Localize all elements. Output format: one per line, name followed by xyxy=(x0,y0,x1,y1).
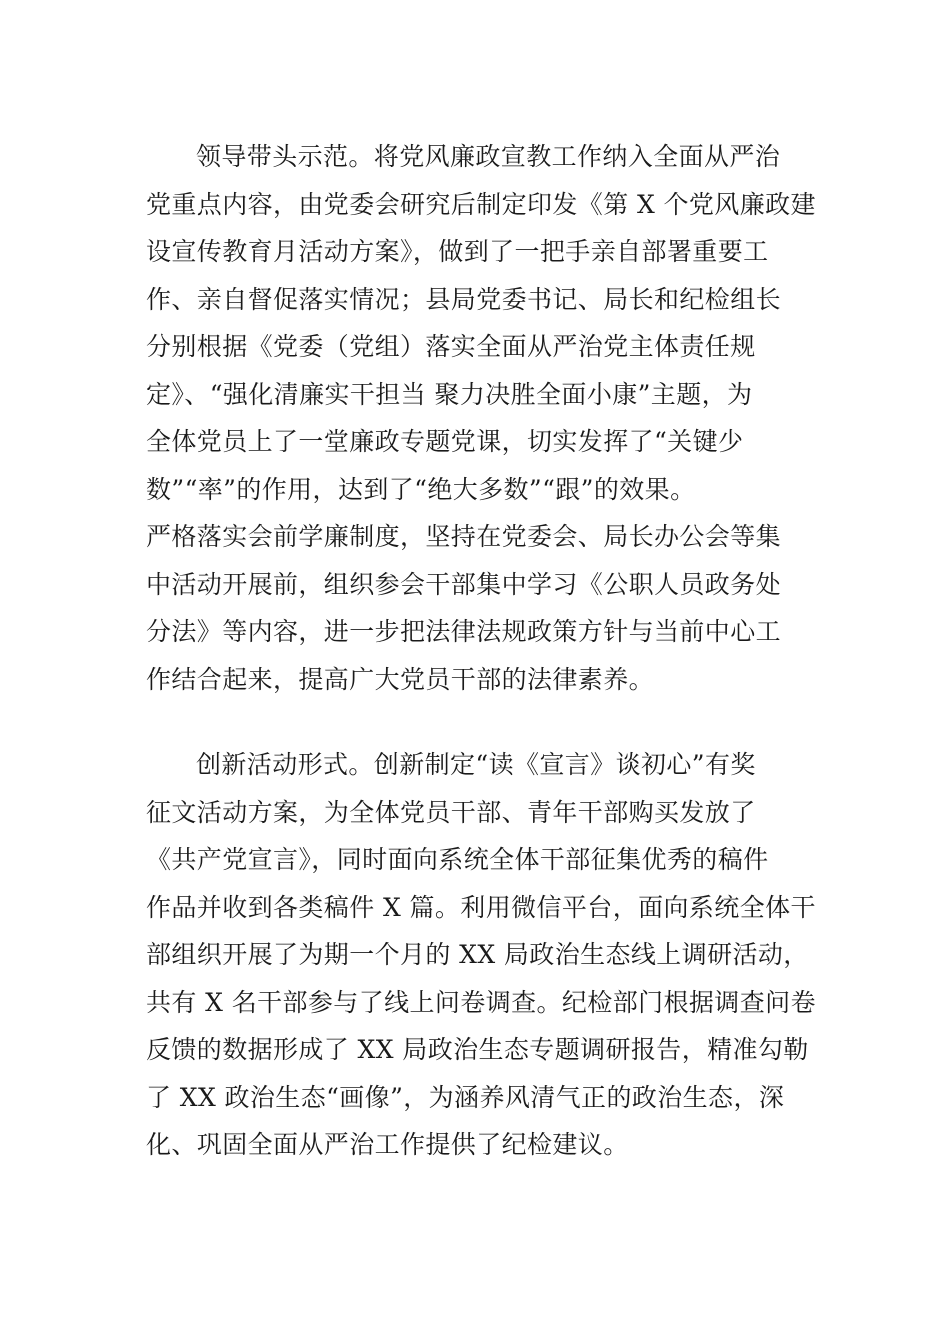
text-line: 全体党员上了一堂廉政专题党课，切实发挥了“关键少 xyxy=(146,427,744,456)
text-line: 分别根据《党委（党组）落实全面从严治党主体责任规 xyxy=(146,332,756,361)
text-line: 作品并收到各类稿件 X 篇。利用微信平台，面向系统全体干 xyxy=(146,892,816,922)
paragraph-leadership xyxy=(146,133,816,703)
text-line: 创新活动形式。创新制定“读《宣言》谈初心”有奖 xyxy=(196,750,756,779)
text-line: 分法》等内容，进一步把法律法规政策方针与当前中心工 xyxy=(146,617,782,646)
text-line: 部组织开展了为期一个月的 XX 局政治生态线上调研活动， xyxy=(146,940,809,969)
text-line: 《共产党宣言》，同时面向系统全体干部征集优秀的稿件 xyxy=(146,845,769,874)
text-line: 领导带头示范。将党风廉政宣教工作纳入全面从严治 xyxy=(196,142,781,171)
text-line: 党重点内容，由党委会研究后制定印发《第 X 个党风廉政建 xyxy=(146,189,816,219)
text-line: 共有 X 名干部参与了线上问卷调查。纪检部门根据调查问卷 xyxy=(146,987,816,1017)
text-line: 征文活动方案，为全体党员干部、青年干部购买发放了 xyxy=(146,797,756,827)
text-line: 作、亲自督促落实情况；县局党委书记、局长和纪检组长 xyxy=(146,284,782,314)
text-line: 定》、“强化清廉实干担当 聚力决胜全面小康”主题，为 xyxy=(146,379,753,409)
text-line: 严格落实会前学廉制度，坚持在党委会、局长办公会等集 xyxy=(146,522,782,551)
text-line: 反馈的数据形成了 XX 局政治生态专题调研报告，精准勾勒 xyxy=(146,1035,809,1064)
paragraph-innovation xyxy=(146,741,816,1169)
text-line: 设宣传教育月活动方案》，做到了一把手亲自部署重要工 xyxy=(146,237,769,266)
text-line: 数”“率”的作用，达到了“绝大多数”“跟”的效果。 xyxy=(146,474,696,504)
text-line: 作结合起来，提高广大党员干部的法律素养。 xyxy=(146,664,655,694)
text-line: 中活动开展前，组织参会干部集中学习《公职人员政务处 xyxy=(146,569,782,599)
text-line: 了 XX 政治生态“画像”，为涵养风清气正的政治生态，深 xyxy=(146,1082,785,1112)
text-line: 化、巩固全面从严治工作提供了纪检建议。 xyxy=(146,1130,629,1159)
